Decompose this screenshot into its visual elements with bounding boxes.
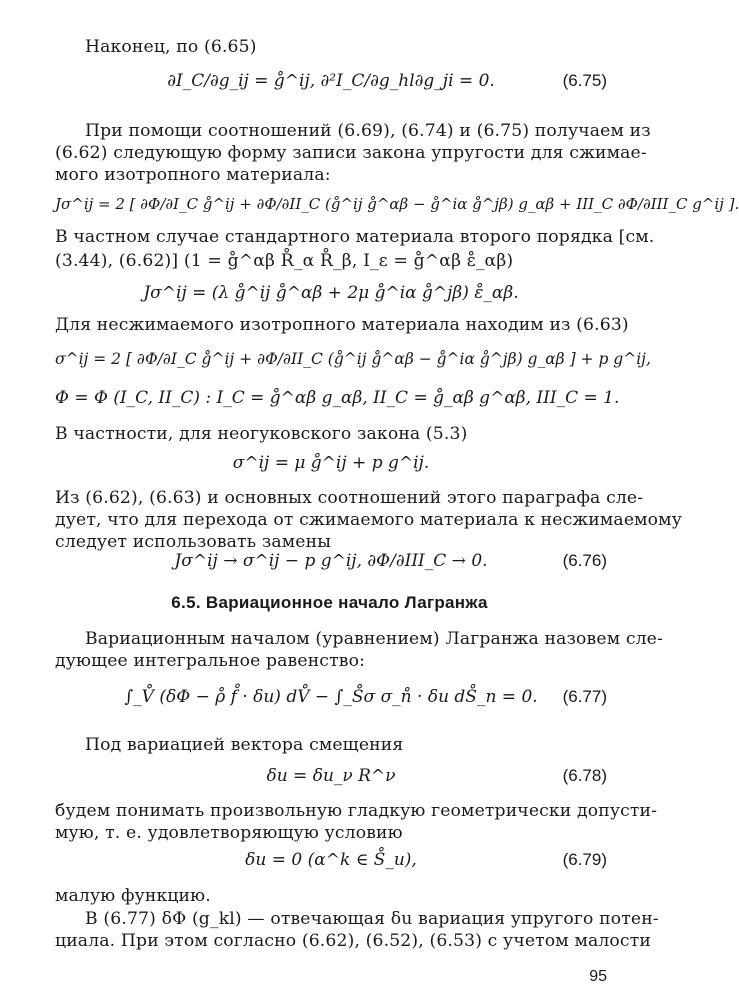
equation-number: (6.78)	[562, 766, 607, 785]
paragraph-line: дующее интегральное равенство:	[55, 651, 366, 671]
formula: Jσ^ij = (λ g̊^ij g̊^αβ + 2μ g̊^iα g̊^jβ) ε̊_αβ.	[143, 283, 519, 303]
paragraph-line: (6.62) следующую форму записи закона упругости для сжимае-	[55, 143, 647, 163]
equation-phi	[55, 387, 620, 427]
paragraph-line: следует использовать замены	[55, 532, 332, 552]
paragraph-line: Для несжимаемого изотропного материала находим из (6.63)	[55, 315, 629, 335]
equation-6-76	[55, 550, 607, 590]
paragraph-line: Вариационным началом (уравнением) Лагранжа назовем сле-	[85, 629, 663, 649]
formula: σ^ij = 2 [ ∂Φ/∂I_C g̊^ij + ∂Φ/∂II_C (g̊^ij g̊^αβ − g̊^iα g̊^jβ) g_αβ ] + p g^ij,	[55, 350, 651, 368]
equation-number: (6.79)	[562, 850, 607, 869]
paragraph-line: Под вариацией вектора смещения	[85, 735, 404, 755]
equation-number: (6.75)	[562, 71, 607, 90]
paragraph-line: В (6.77) δΦ (g_kl) — отвечающая δu вариация упругого потен-	[85, 909, 659, 929]
formula: ∫_V̊ (δΦ − ρ̊ f̊ · δu) dV̊ − ∫_S̊σ σ_n̊ · δu dS̊_n = 0.	[124, 687, 538, 707]
equation-6-77	[55, 680, 607, 720]
equation-number: (6.77)	[562, 687, 607, 706]
paragraph-line: малую функцию.	[55, 886, 211, 906]
formula: σ^ij = μ g̊^ij + p g^ij.	[232, 453, 430, 473]
paragraph-line: В частности, для неогуковского закона (5.3)	[55, 424, 468, 444]
equation-incompressible	[55, 348, 651, 388]
formula: ∂I_C/∂g_ij = g̊^ij, ∂²I_C/∂g_hl∂g_ji = 0.	[167, 71, 495, 91]
page-number: 95	[589, 968, 607, 985]
formula: Jσ^ij → σ^ij − p g^ij, ∂Φ/∂III_C → 0.	[174, 551, 488, 571]
formula: Jσ^ij = 2 [ ∂Φ/∂I_C g̊^ij + ∂Φ/∂II_C (g̊^ij g̊^αβ − g̊^iα g̊^jβ) g_αβ + III_C ∂Φ/∂III_C g^ij ].	[55, 195, 739, 213]
paragraph-line: (3.44), (6.62)] (1 = g̊^αβ R̊_α R̊_β, I_ε = g̊^αβ ε̊_αβ)	[55, 251, 514, 271]
formula: δu = δu_ν R^ν	[266, 766, 396, 786]
equation-6-75	[55, 70, 607, 110]
paragraph-line: В частном случае стандартного материала второго порядка [см.	[55, 227, 655, 247]
paragraph-line: циала. При этом согласно (6.62), (6.52), (6.53) с учетом малости	[55, 931, 651, 951]
paragraph-line: Наконец, по (6.65)	[85, 37, 257, 57]
paragraph-line: мую, т. е. удовлетворяющую условию	[55, 823, 403, 843]
formula: Φ = Φ (I_C, II_C) : I_C = g̊^αβ g_αβ, II_C = g̊_αβ g^αβ, III_C = 1.	[55, 388, 620, 408]
formula: δu = 0 (α^k ∈ S̊_u),	[245, 850, 417, 870]
equation-neo-hookean	[55, 452, 607, 492]
paragraph-line: При помощи соотношений (6.69), (6.74) и (6.75) получаем из	[85, 121, 651, 141]
paragraph-line: будем понимать произвольную гладкую геометрически допусти-	[55, 801, 658, 821]
paragraph-line: мого изотропного материала:	[55, 165, 331, 185]
equation-6-79	[55, 849, 607, 889]
equation-6-78	[55, 765, 607, 805]
paragraph-line: дует, что для перехода от сжимаемого материала к несжимаемому	[55, 510, 682, 530]
equation-number: (6.76)	[562, 551, 607, 570]
section-heading: 6.5. Вариационное начало Лагранжа	[171, 593, 488, 612]
paragraph-line: Из (6.62), (6.63) и основных соотношений этого параграфа сле-	[55, 488, 644, 508]
